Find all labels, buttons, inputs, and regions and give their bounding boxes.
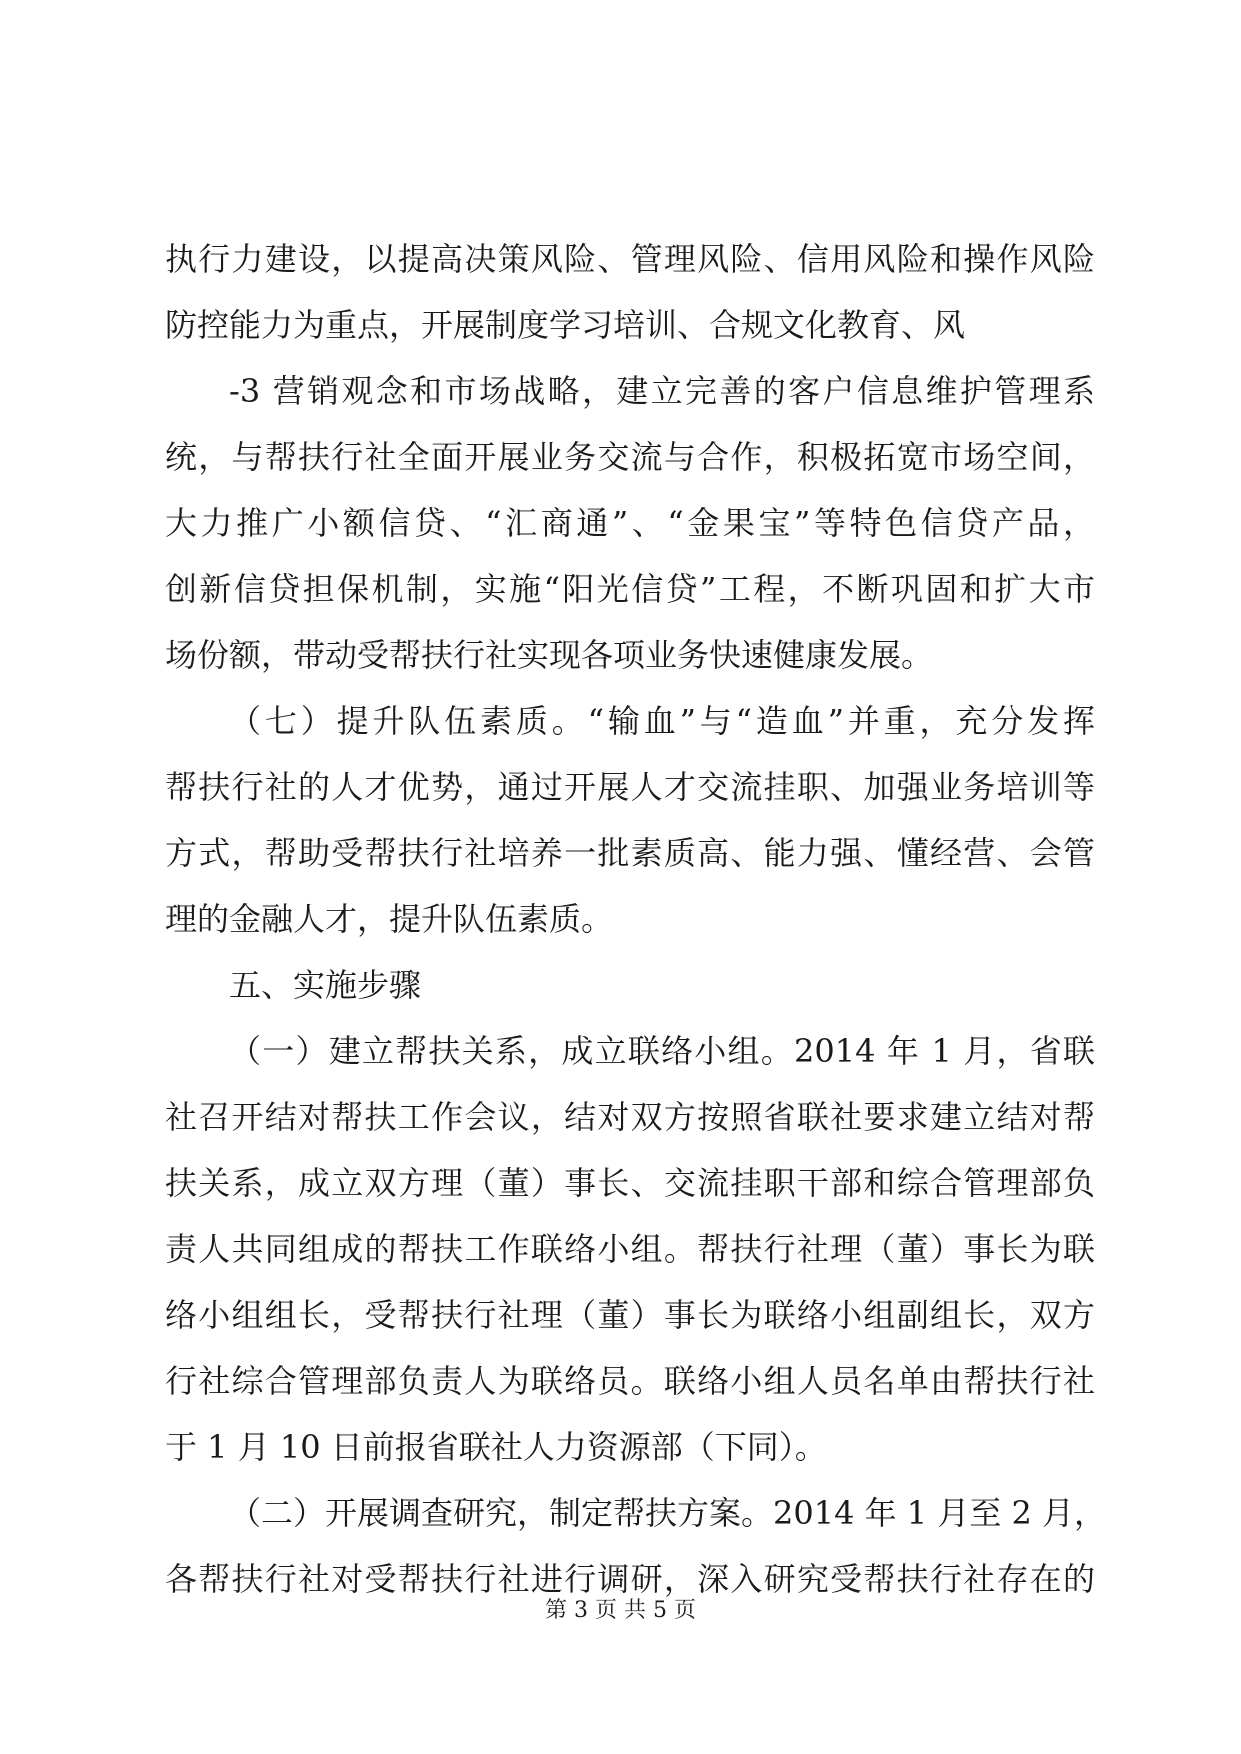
text-line: 各帮扶行社对受帮扶行社进行调研，深入研究受帮扶行社存在的	[165, 1560, 1095, 1598]
section-heading: 五、实施步骤	[229, 966, 422, 1004]
text-line: （一）建立帮扶关系，成立联络小组。2014 年 1 月，省联	[229, 1032, 1095, 1070]
text-line: 行社综合管理部负责人为联络员。联络小组人员名单由帮扶行社	[165, 1362, 1095, 1400]
text-line: 防控能力为重点，开展制度学习培训、合规文化教育、风	[165, 306, 966, 344]
text-line: 统，与帮扶行社全面开展业务交流与合作，积极拓宽市场空间，	[165, 438, 1095, 476]
text-line: 理的金融人才，提升队伍素质。	[165, 900, 614, 938]
text-line: -3 营销观念和市场战略，建立完善的客户信息维护管理系	[229, 372, 1095, 410]
text-line: 大力推广小额信贷、“汇商通”、“金果宝”等特色信贷产品，	[165, 504, 1095, 542]
text-line: 络小组组长，受帮扶行社理（董）事长为联络小组副组长，双方	[165, 1296, 1095, 1334]
text-line: 场份额，带动受帮扶行社实现各项业务快速健康发展。	[165, 636, 934, 674]
text-line: （二）开展调查研究，制定帮扶方案。2014 年 1 月至 2 月，	[229, 1494, 1107, 1532]
text-line: （七）提升队伍素质。“输血”与“造血”并重，充分发挥	[229, 702, 1095, 740]
text-line: 方式，帮助受帮扶行社培养一批素质高、能力强、懂经营、会管	[165, 834, 1095, 872]
text-line: 责人共同组成的帮扶工作联络小组。帮扶行社理（董）事长为联	[165, 1230, 1095, 1268]
text-line: 帮扶行社的人才优势，通过开展人才交流挂职、加强业务培训等	[165, 768, 1095, 806]
text-line: 社召开结对帮扶工作会议，结对双方按照省联社要求建立结对帮	[165, 1098, 1095, 1136]
text-line: 创新信贷担保机制，实施“阳光信贷”工程，不断巩固和扩大市	[165, 570, 1095, 608]
text-line: 执行力建设，以提高决策风险、管理风险、信用风险和操作风险	[165, 240, 1095, 278]
text-line: 扶关系，成立双方理（董）事长、交流挂职干部和综合管理部负	[165, 1164, 1095, 1202]
page-number-footer: 第 3 页 共 5 页	[545, 1598, 696, 1623]
text-line: 于 1 月 10 日前报省联社人力资源部（下同）。	[165, 1428, 827, 1466]
